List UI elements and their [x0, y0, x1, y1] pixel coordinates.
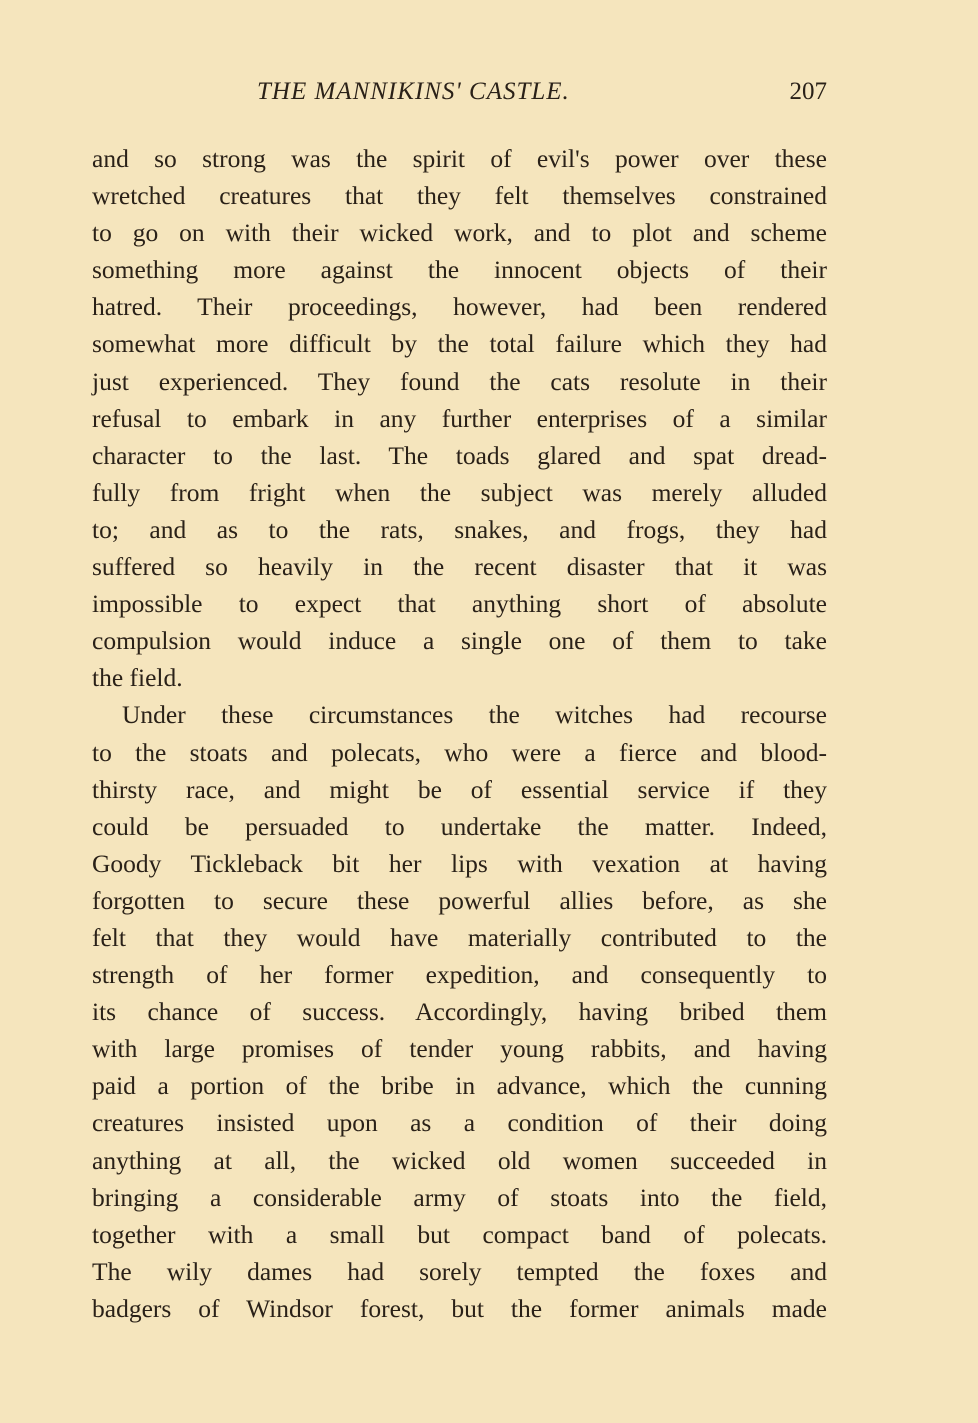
text-line-content: something more against the innocent objects of their	[92, 255, 827, 285]
text-line-content: to the stoats and polecats, who were a fierce and blood-	[92, 737, 827, 767]
text-line-content: with large promises of tender young rabbits, and having	[92, 1034, 827, 1064]
text-line	[92, 437, 827, 474]
text-line	[92, 140, 827, 177]
text-line-content: hatred. Their proceedings, however, had been rendered	[92, 292, 827, 322]
text-line-content: character to the last. The toads glared and spat dread-	[92, 440, 827, 470]
text-line	[92, 288, 827, 325]
text-line	[92, 956, 827, 993]
text-line	[92, 1253, 827, 1290]
text-line-content: could be persuaded to undertake the matter. Indeed,	[92, 811, 827, 841]
text-line-content: creatures insisted upon as a condition of their doing	[92, 1108, 827, 1138]
text-line-content: badgers of Windsor forest, but the former animals made	[92, 1293, 827, 1323]
page-number: 207	[789, 78, 827, 105]
text-line-content: the field.	[92, 663, 183, 693]
text-line	[92, 622, 827, 659]
text-line	[92, 1030, 827, 1067]
text-line-content: to; and as to the rats, snakes, and frogs, they had	[92, 514, 827, 544]
text-line-content: compulsion would induce a single one of them to take	[92, 626, 827, 656]
text-line-content: Under these circumstances the witches had recourse	[122, 700, 827, 730]
text-line	[92, 585, 827, 622]
text-line	[92, 919, 827, 956]
text-line-content: paid a portion of the bribe in advance, which the cunning	[92, 1071, 827, 1101]
text-line	[92, 474, 827, 511]
text-line-content: Goody Tickleback bit her lips with vexation at having	[92, 848, 827, 878]
text-line	[92, 993, 827, 1030]
text-line	[92, 1290, 827, 1327]
text-line	[92, 845, 827, 882]
text-line-content: and so strong was the spirit of evil's power over these	[92, 144, 827, 173]
text-line	[92, 251, 827, 288]
text-line-content: to go on with their wicked work, and to plot and scheme	[92, 218, 827, 248]
text-line-content: wretched creatures that they felt themselves constrained	[92, 181, 827, 211]
text-line	[92, 808, 827, 845]
page-body-text	[92, 140, 827, 1327]
text-line	[92, 771, 827, 808]
text-line-content: impossible to expect that anything short of absolute	[92, 589, 827, 619]
text-line-content: just experienced. They found the cats resolute in their	[92, 366, 827, 396]
text-line	[92, 1067, 827, 1104]
text-line	[92, 882, 827, 919]
text-line-content: together with a small but compact band of polecats.	[92, 1219, 827, 1249]
running-header	[92, 78, 827, 114]
running-title: THE MANNIKINS' CASTLE.	[257, 78, 570, 105]
text-line	[92, 696, 827, 733]
text-line-content: thirsty race, and might be of essential service if they	[92, 774, 827, 804]
text-line	[92, 177, 827, 214]
text-line	[92, 659, 827, 696]
text-line-content: somewhat more difficult by the total failure which they had	[92, 329, 827, 359]
text-line	[92, 1216, 827, 1253]
text-line	[92, 548, 827, 585]
text-line	[92, 325, 827, 362]
text-line-content: suffered so heavily in the recent disaster that it was	[92, 552, 827, 582]
text-line-content: refusal to embark in any further enterprises of a similar	[92, 403, 827, 433]
text-line-content: felt that they would have materially contributed to the	[92, 922, 827, 952]
text-line	[92, 1104, 827, 1141]
text-line	[92, 363, 827, 400]
text-line-content: anything at all, the wicked old women succeeded in	[92, 1145, 827, 1175]
text-line-content: bringing a considerable army of stoats into the field,	[92, 1182, 827, 1212]
text-line	[92, 214, 827, 251]
text-line	[92, 511, 827, 548]
text-line-content: The wily dames had sorely tempted the foxes and	[92, 1256, 827, 1286]
text-line-content: strength of her former expedition, and consequently to	[92, 960, 827, 990]
text-line	[92, 1142, 827, 1179]
text-line	[92, 734, 827, 771]
text-line-content: fully from fright when the subject was merely alluded	[92, 477, 827, 507]
text-line	[92, 400, 827, 437]
text-line-content: its chance of success. Accordingly, having bribed them	[92, 997, 827, 1027]
text-line-content: forgotten to secure these powerful allies before, as she	[92, 885, 827, 915]
text-line	[92, 1179, 827, 1216]
